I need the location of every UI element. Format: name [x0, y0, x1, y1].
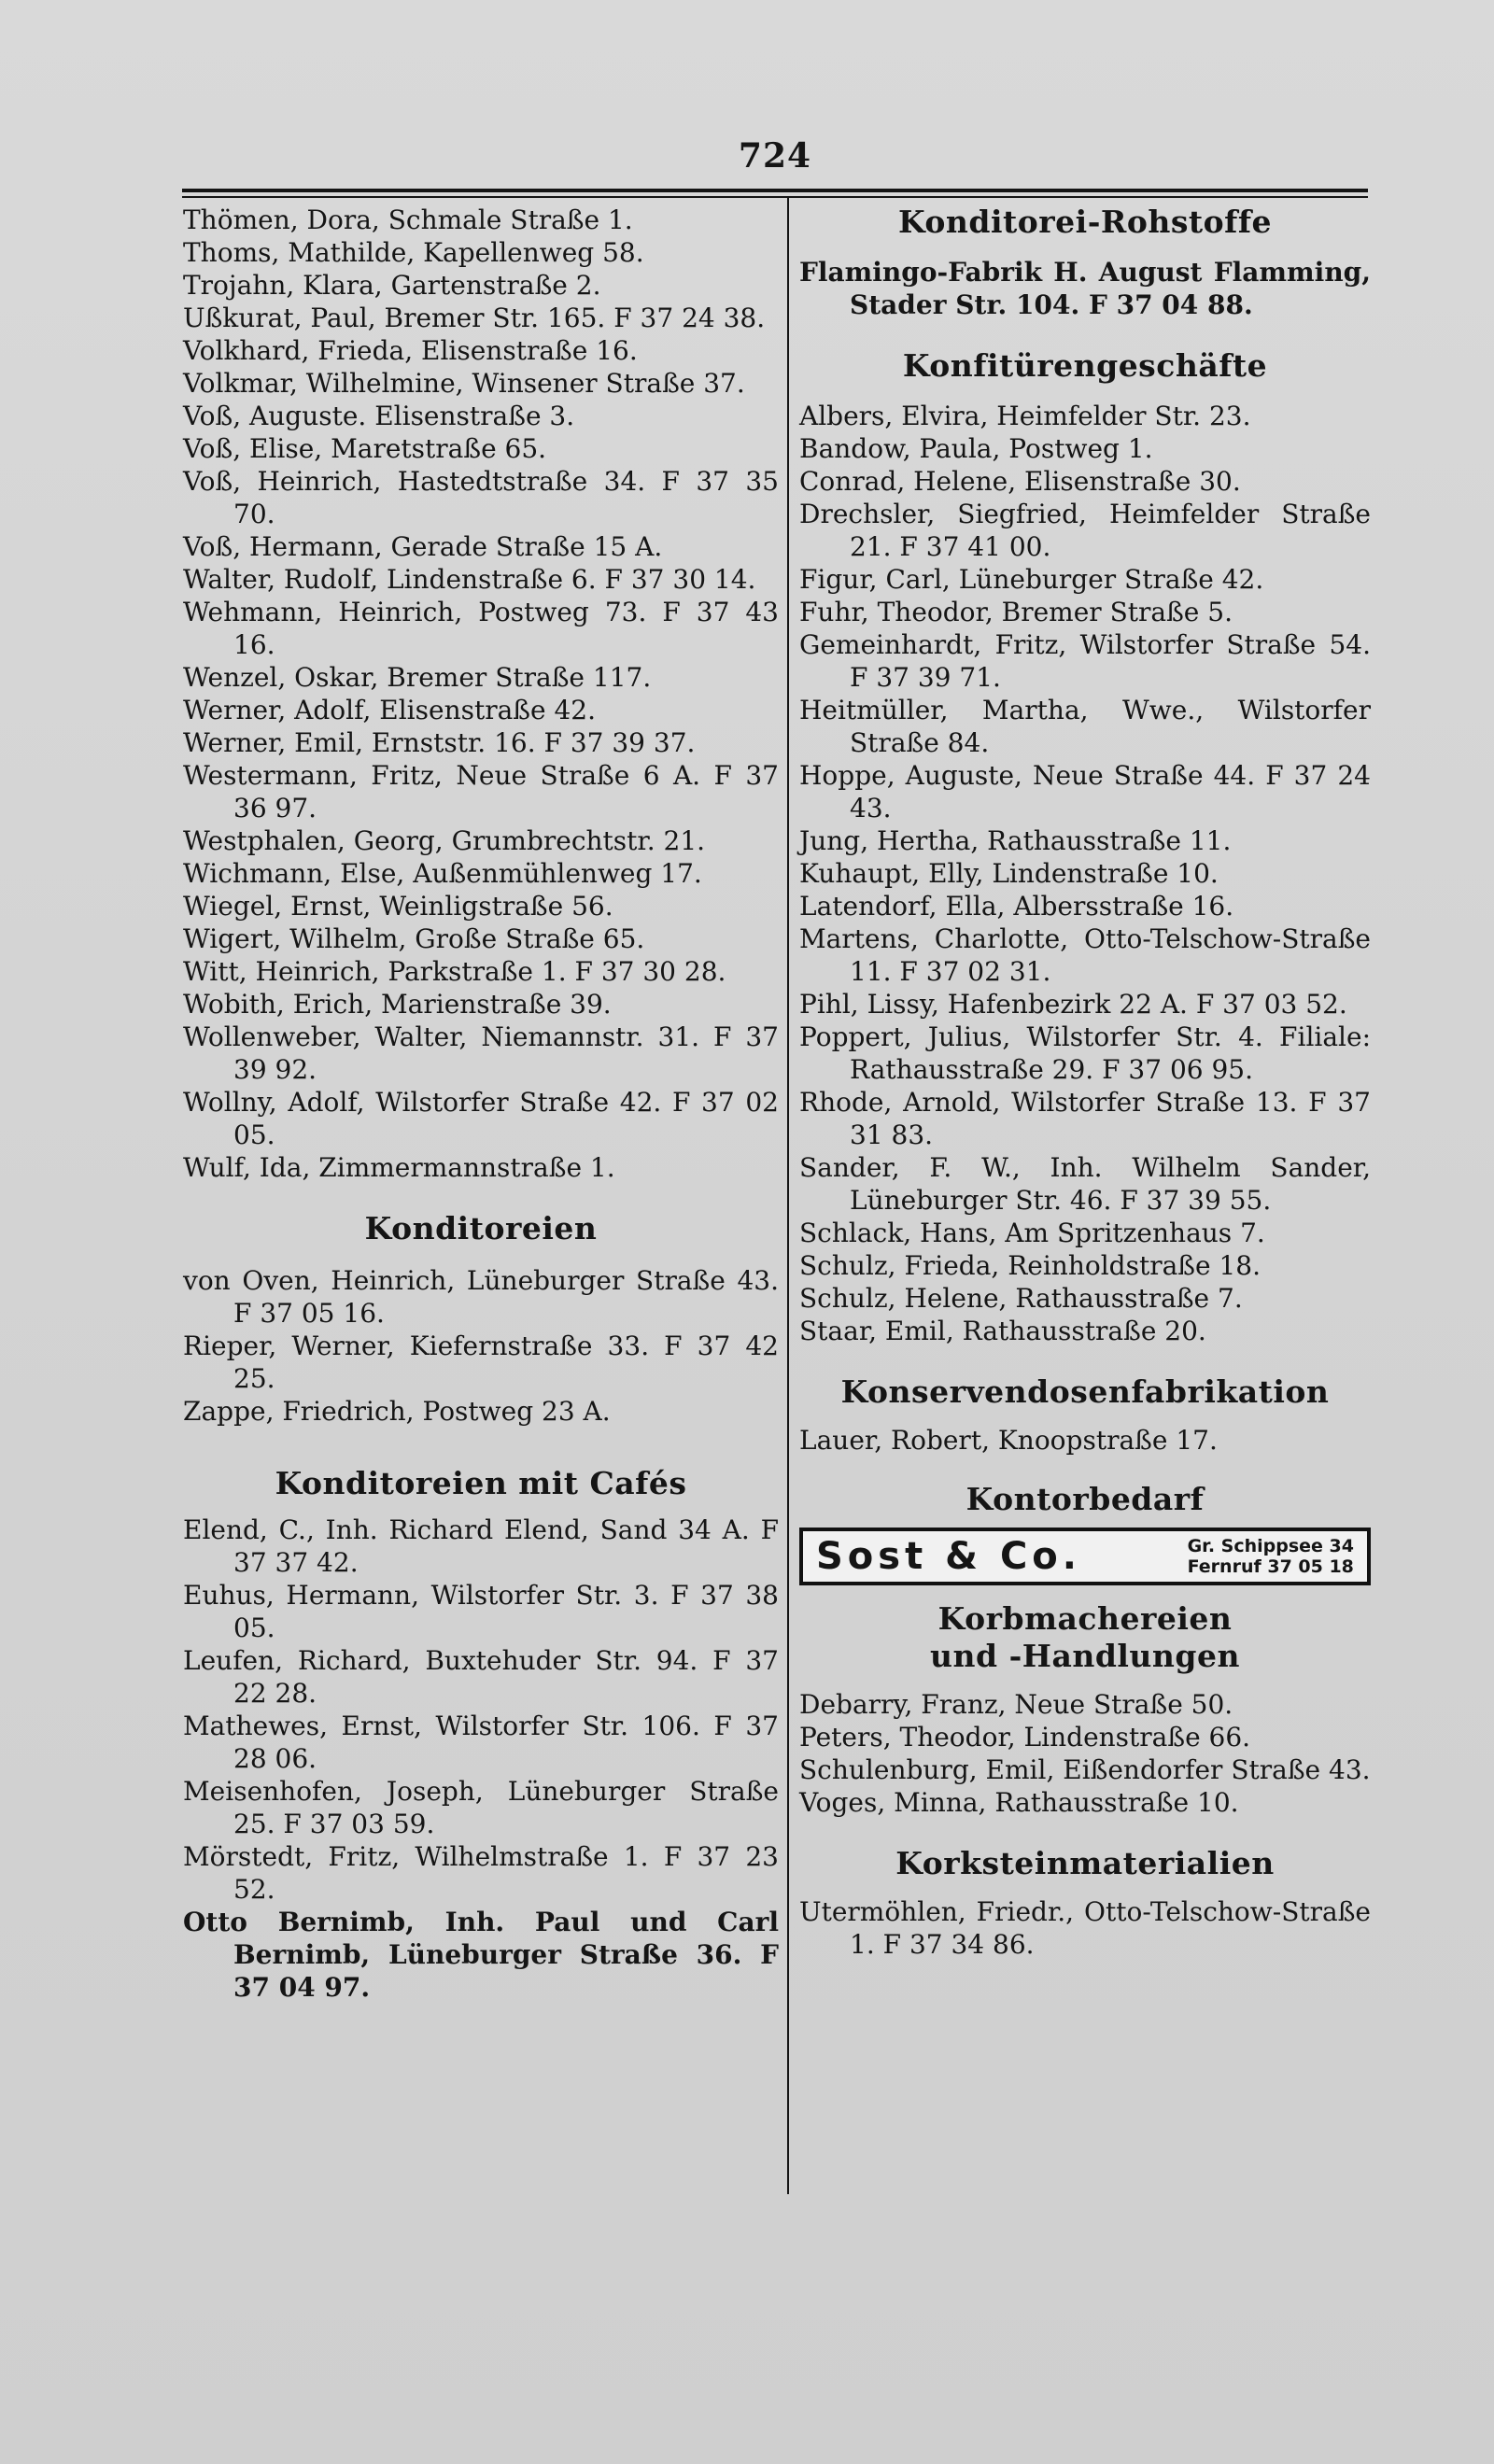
- section-heading: Konditorei-Rohstoffe: [897, 204, 1273, 240]
- right-column: [799, 204, 1371, 1961]
- directory-entry: Jung, Hertha, Rathausstraße 11.: [799, 825, 1232, 856]
- ad-company-name: Sost & Co.: [816, 1535, 1081, 1578]
- directory-entry: Thoms, Mathilde, Kapellenweg 58.: [183, 237, 644, 268]
- directory-entry: Otto Bernimb, Inh. Paul und Carl Bernimb, Lüneburger Straße 36. F 37 04 97.: [183, 1907, 779, 2003]
- directory-entry: Wollny, Adolf, Wilstorfer Straße 42. F 37 02 05.: [183, 1087, 779, 1150]
- directory-entry: Wenzel, Oskar, Bremer Straße 117.: [183, 662, 652, 693]
- directory-entry: Wigert, Wilhelm, Große Straße 65.: [183, 923, 645, 954]
- directory-entry: Lauer, Robert, Knoopstraße 17.: [799, 1425, 1218, 1456]
- directory-entry: Flamingo-Fabrik H. August Flamming, Stader Str. 104. F 37 04 88.: [799, 257, 1371, 320]
- directory-entry: von Oven, Heinrich, Lüneburger Straße 43. F 37 05 16.: [183, 1265, 779, 1329]
- entry-list: [183, 204, 779, 1184]
- column-divider: [787, 198, 789, 2194]
- directory-entry: Westermann, Fritz, Neue Straße 6 A. F 37 36 97.: [183, 760, 779, 824]
- entry-list: [799, 400, 1371, 1347]
- directory-entry: Debarry, Franz, Neue Straße 50.: [799, 1689, 1233, 1720]
- directory-entry: Volkmar, Wilhelmine, Winsener Straße 37.: [183, 368, 745, 399]
- section-heading: Konfitürengeschäfte: [902, 347, 1268, 384]
- section-heading: Konservendosenfabrikation: [840, 1373, 1330, 1410]
- directory-entry: Rhode, Arnold, Wilstorfer Straße 13. F 37 31 83.: [799, 1087, 1371, 1150]
- directory-entry: Trojahn, Klara, Gartenstraße 2.: [183, 270, 601, 301]
- section-heading: Konditoreien mit Cafés: [275, 1465, 687, 1501]
- directory-entry: Schulz, Frieda, Reinholdstraße 18.: [799, 1250, 1261, 1281]
- directory-entry: Schulenburg, Emil, Eißendorfer Straße 43.: [799, 1754, 1371, 1785]
- directory-entry: Westphalen, Georg, Grumbrechtstr. 21.: [183, 825, 706, 856]
- directory-entry: Latendorf, Ella, Albersstraße 16.: [799, 891, 1234, 922]
- directory-entry: Euhus, Hermann, Wilstorfer Str. 3. F 37 38 05.: [183, 1580, 779, 1643]
- directory-entry: Wobith, Erich, Marienstraße 39.: [183, 989, 612, 1020]
- directory-entry: Wiegel, Ernst, Weinligstraße 56.: [183, 891, 613, 922]
- directory-entry: Wollenweber, Walter, Niemannstr. 31. F 37 39 92.: [183, 1021, 779, 1085]
- directory-entry: Staar, Emil, Rathausstraße 20.: [799, 1316, 1206, 1346]
- directory-entry: Bandow, Paula, Postweg 1.: [799, 433, 1153, 464]
- directory-entry: Martens, Charlotte, Otto-Telschow-Straße 11. F 37 02 31.: [799, 923, 1371, 987]
- section-heading: Kontorbedarf: [965, 1481, 1205, 1517]
- directory-entry: Voß, Auguste. Elisenstraße 3.: [183, 401, 575, 431]
- directory-entry: Wehmann, Heinrich, Postweg 73. F 37 43 16.: [183, 597, 779, 660]
- directory-entry: Witt, Heinrich, Parkstraße 1. F 37 30 28.: [183, 956, 726, 987]
- directory-entry: Poppert, Julius, Wilstorfer Str. 4. Filiale: Rathausstraße 29. F 37 06 95.: [799, 1021, 1371, 1085]
- entry-list: [799, 256, 1371, 321]
- section-heading: Korksteinmaterialien: [895, 1845, 1275, 1881]
- advertisement-box: [799, 1528, 1371, 1585]
- directory-entry: Rieper, Werner, Kiefernstraße 33. F 37 42 25.: [183, 1331, 779, 1394]
- header-rule: [182, 189, 1368, 192]
- directory-entry: Peters, Theodor, Lindenstraße 66.: [799, 1722, 1251, 1753]
- directory-entry: Voß, Elise, Maretstraße 65.: [183, 433, 547, 464]
- directory-entry: Drechsler, Siegfried, Heimfelder Straße 21. F 37 41 00.: [799, 499, 1371, 562]
- entry-list: [799, 1424, 1371, 1457]
- directory-entry: Walter, Rudolf, Lindenstraße 6. F 37 30 14.: [183, 564, 756, 595]
- entry-list: [799, 1895, 1371, 1961]
- ad-address: Gr. Schippsee 34: [1187, 1536, 1354, 1556]
- directory-entry: Utermöhlen, Friedr., Otto-Telschow-Straße 1. F 37 34 86.: [799, 1896, 1371, 1960]
- entry-list: [183, 1264, 779, 1428]
- directory-entry: Wulf, Ida, Zimmermannstraße 1.: [183, 1152, 615, 1183]
- directory-entry: Figur, Carl, Lüneburger Straße 42.: [799, 564, 1264, 595]
- directory-entry: Gemeinhardt, Fritz, Wilstorfer Straße 54. F 37 39 71.: [799, 629, 1371, 693]
- left-column: [183, 204, 779, 2004]
- entry-list: [799, 1688, 1371, 1819]
- directory-entry: Elend, C., Inh. Richard Elend, Sand 34 A. F 37 37 42.: [183, 1514, 779, 1578]
- directory-entry: Mörstedt, Fritz, Wilhelmstraße 1. F 37 23 52.: [183, 1841, 779, 1905]
- directory-entry: Voß, Heinrich, Hastedtstraße 34. F 37 35 70.: [183, 466, 779, 529]
- directory-entry: Hoppe, Auguste, Neue Straße 44. F 37 24 43.: [799, 760, 1371, 824]
- directory-entry: Heitmüller, Martha, Wwe., Wilstorfer Straße 84.: [799, 695, 1371, 758]
- directory-entry: Schlack, Hans, Am Spritzenhaus 7.: [799, 1218, 1265, 1248]
- directory-entry: Leufen, Richard, Buxtehuder Str. 94. F 37 22 28.: [183, 1645, 779, 1709]
- directory-entry: Zappe, Friedrich, Postweg 23 A.: [183, 1396, 611, 1427]
- page-number: 724: [738, 136, 812, 176]
- section-heading-continued: und -Handlungen: [930, 1638, 1240, 1674]
- directory-entry: Ußkurat, Paul, Bremer Str. 165. F 37 24 38.: [183, 303, 766, 333]
- directory-entry: Kuhaupt, Elly, Lindenstraße 10.: [799, 858, 1219, 889]
- directory-entry: Albers, Elvira, Heimfelder Str. 23.: [799, 401, 1251, 431]
- ad-phone: Fernruf 37 05 18: [1187, 1556, 1354, 1577]
- directory-entry: Voß, Hermann, Gerade Straße 15 A.: [183, 531, 663, 562]
- directory-entry: Voges, Minna, Rathausstraße 10.: [799, 1787, 1239, 1818]
- directory-entry: Meisenhofen, Joseph, Lüneburger Straße 25. F 37 03 59.: [183, 1776, 779, 1839]
- directory-entry: Schulz, Helene, Rathausstraße 7.: [799, 1283, 1243, 1314]
- directory-entry: Wichmann, Else, Außenmühlenweg 17.: [183, 858, 702, 889]
- directory-entry: Conrad, Helene, Elisenstraße 30.: [799, 466, 1241, 497]
- directory-entry: Thömen, Dora, Schmale Straße 1.: [183, 204, 633, 235]
- directory-entry: Pihl, Lissy, Hafenbezirk 22 A. F 37 03 52.: [799, 989, 1347, 1020]
- directory-entry: Volkhard, Frieda, Elisenstraße 16.: [183, 335, 638, 366]
- directory-entry: Werner, Emil, Ernststr. 16. F 37 39 37.: [183, 727, 696, 758]
- section-heading: Korbmachereien: [937, 1600, 1233, 1637]
- ad-contact-info: [1188, 1536, 1354, 1577]
- directory-entry: Sander, F. W., Inh. Wilhelm Sander, Lüneburger Str. 46. F 37 39 55.: [799, 1152, 1371, 1216]
- directory-entry: Mathewes, Ernst, Wilstorfer Str. 106. F 37 28 06.: [183, 1711, 779, 1774]
- entry-list: [183, 1514, 779, 2004]
- header-rule-thin: [182, 196, 1368, 198]
- directory-entry: Fuhr, Theodor, Bremer Straße 5.: [799, 597, 1233, 627]
- directory-entry: Werner, Adolf, Elisenstraße 42.: [183, 695, 597, 725]
- section-heading: Konditoreien: [364, 1210, 598, 1246]
